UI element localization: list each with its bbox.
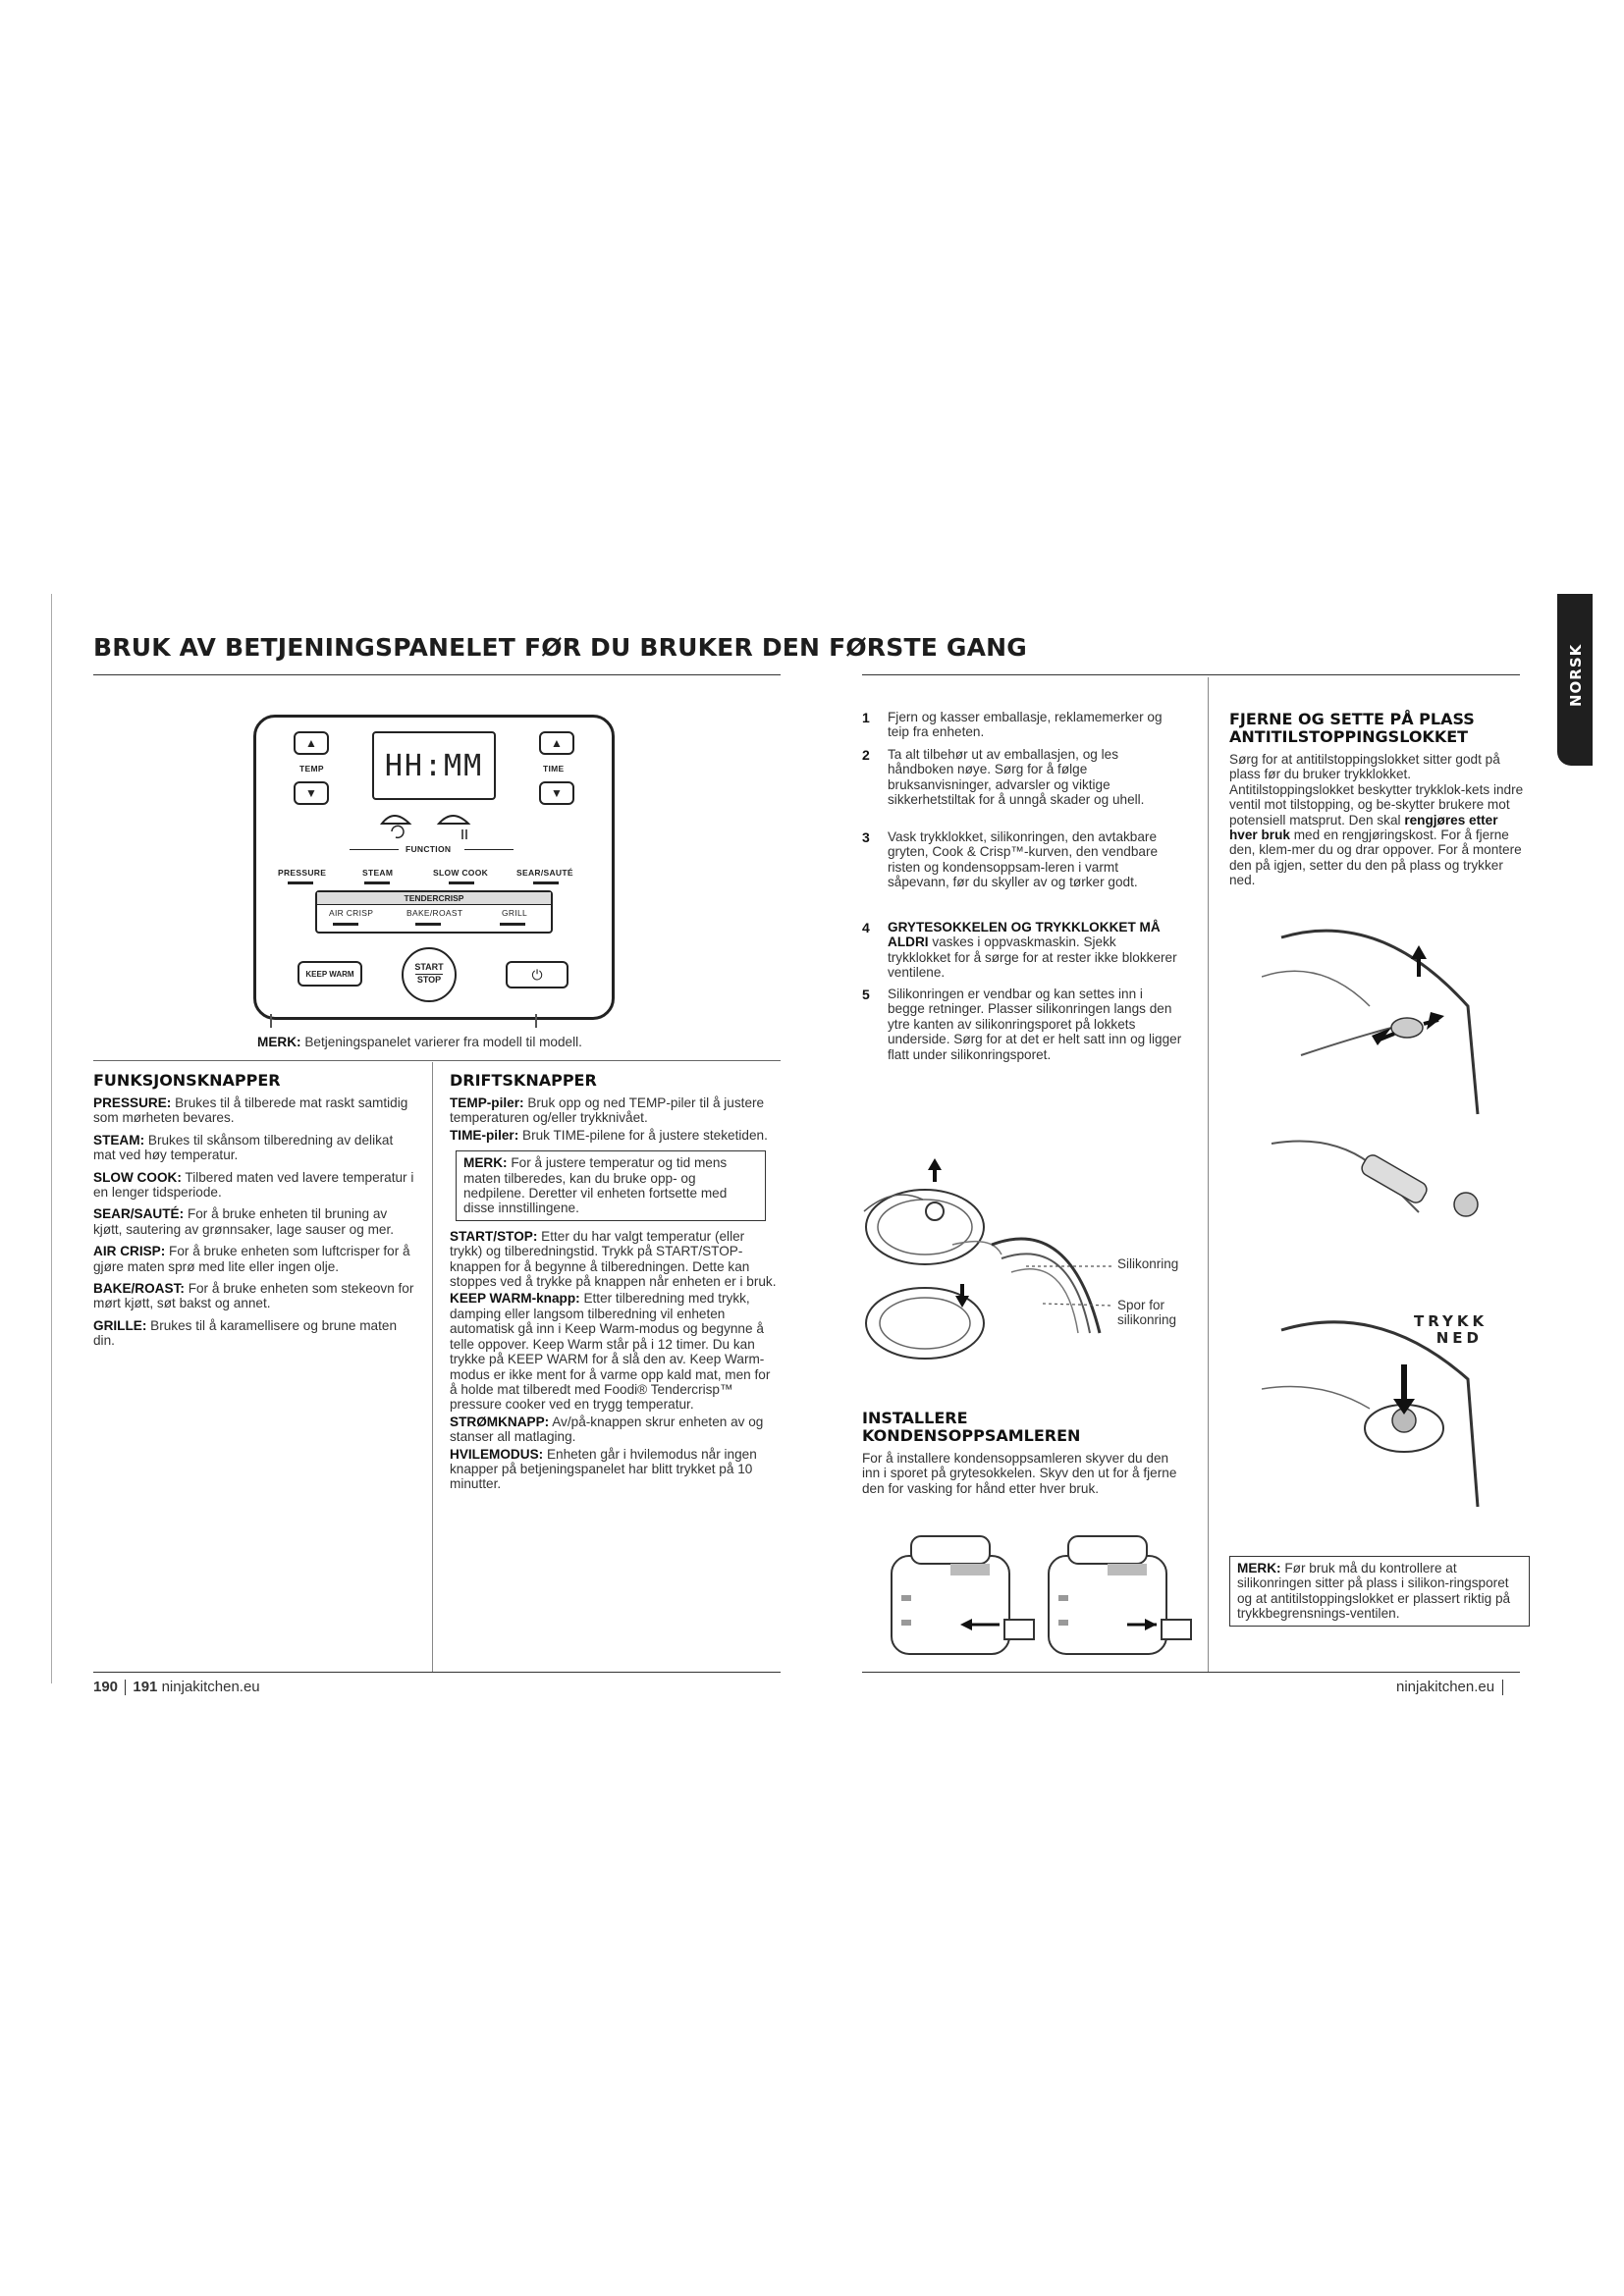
function-bake-roast: BAKE/ROAST [406,908,463,918]
control-panel [253,715,615,1020]
language-tab [1557,594,1593,766]
footer-right [1396,1679,1503,1695]
page-title: BRUK AV BETJENINGSPANELET FØR DU BRUKER DEN FØRSTE GANG [93,633,1028,662]
fjerne-heading: FJERNE OG SETTE PÅ PLASS ANTITILSTOPPINGSLOKKET [1229,710,1475,746]
funksjon-item-sear-saute: SEAR/SAUTÉ: For å bruke enheten til bruning av kjøtt, sautering av grønnsaker, lage sauser og mer. [93,1206,395,1237]
funksjon-heading: FUNKSJONSKNAPPER [93,1071,281,1090]
anti-clog-cap-illustrations [1262,918,1488,1526]
kondens-heading: INSTALLERE KONDENSOPPSAMLEREN [862,1409,1081,1445]
funksjon-item-pressure: PRESSURE: Brukes til å tilberede mat raskt samtidig som mørheten bevares. [93,1095,408,1126]
footer-left [93,1679,260,1695]
lid-icons [374,802,502,841]
drift-temp: TEMP-piler: Bruk opp og ned TEMP-piler til å justere temperaturen og/eller trykknivået. [450,1095,765,1126]
drift-hvile: HVILEMODUS: Enheten går i hvilemodus når ingen knapper på betjeningspanelet har blitt trykket på 10 minutter. [450,1446,757,1492]
title-rule-left [93,674,781,675]
drift-power: STRØMKNAPP: Av/på-knappen skrur enheten av og stanser all matlaging. [450,1414,764,1445]
site-left: ninjakitchen.eu [161,1679,260,1695]
left-margin-rule [51,594,52,1683]
page-number-right: 191 [133,1679,158,1695]
function-label: FUNCTION [406,844,452,854]
panel-note: MERK: Betjeningspanelet varierer fra modell til modell. [257,1035,582,1049]
title-rule-right [862,674,1520,675]
label-silikonring: Silikonring [1117,1256,1179,1271]
drift-keep-warm: KEEP WARM-knapp: Etter tilberedning med trykk, damping eller langsom tilberedning vil enheten automatisk gå inn i Keep Warm-modus og begynne å telle oppover. Keep Warm står på i 12 timer. Du kan trykke på KEEP WARM for å slå den av. Keep Warm-modus er ikke ment for å varme opp kald mat, men for å holde mat tilberedt med Foodi® Tendercrisp™ pressure cooker ved en trygg temperatur. [450,1291,771,1413]
language-tab-label: NORSK [1567,643,1585,707]
right-column-divider [1208,677,1209,1672]
function-steam: STEAM [362,868,394,878]
function-slow-cook: SLOW COOK [433,868,489,878]
keep-warm-button: KEEP WARM [298,961,362,987]
drift-heading: DRIFTSKNAPPER [450,1071,597,1090]
right-note: MERK: Før bruk må du kontrollere at silikonringen sitter på plass i silikon-ringsporet og at antitilstoppingslokket er plassert riktig på trykkbegrensnings-ventilen. [1229,1556,1530,1627]
start-stop-button: START STOP [402,947,457,1002]
funksjon-item-slow-cook: SLOW COOK: Tilbered maten ved lavere temperatur i en lenger tidsperiode. [93,1169,414,1201]
fjerne-text: Sørg for at antitilstoppingslokket sitter godt på plass før du bruker trykklokket. Antitilstoppingslokket beskytter trykklok-kets indre ventil mot tilstopping, og be-skytter brukere mot potensiell matsprut. Den skal rengjøres etter hver bruk med en rengjøringskost. For å fjerne den, klem-mer du og drar oppover. For å montere den på igjen, setter du den på plass og trykker ned. [1229,752,1524,888]
label-trykk-ned: TRYKK NED [1414,1312,1489,1347]
funksjon-item-air-crisp: AIR CRISP: For å bruke enheten som luftcrisper for å gjøre maten sprø med lite eller ingen olje. [93,1244,410,1274]
condensation-collector-illustration [862,1526,1196,1674]
temp-up-button: ▲ [294,731,329,755]
drift-note: MERK: For å justere temperatur og tid mens maten tilberedes, kan du bruke opp- og nedpilene. Deretter vil enheten fortsette med disse innstillingene. [456,1150,766,1221]
column-divider [432,1062,433,1673]
fjerne-section [1229,711,1524,888]
function-grill: GRILL [502,908,528,918]
time-down-button: ▼ [539,781,574,805]
funksjon-section [93,1072,417,1356]
kondens-section [862,1410,1186,1496]
function-pressure: PRESSURE [278,868,327,878]
tendercrisp-group [315,890,553,934]
drift-section [450,1072,779,1499]
time-display: HH:MM [372,731,496,800]
funksjon-item-grille: GRILLE: Brukes til å karamellisere og brune maten din. [93,1317,398,1349]
label-spor: Spor for silikonring [1117,1298,1177,1327]
page-number-left: 190 [93,1679,119,1695]
drift-time: TIME-piler: Bruk TIME-pilene for å justere steketiden. [450,1127,768,1143]
tendercrisp-label: TENDERCRISP [317,892,551,905]
temp-down-button: ▼ [294,781,329,805]
power-button: ⏻ [506,961,568,988]
funksjon-list [93,1095,417,1349]
site-right: ninjakitchen.eu [1396,1679,1495,1695]
steps-list: 1 Fjern og kasser emballasje, reklamemerker og teip fra enheten. 2 Ta alt tilbehør ut av emballasjen, og les håndboken nøye. Sørg for å følge bruksanvisninger, advarsler og viktige sikkerhetstiltak for å unngå skader og uhell. 3 Vask trykklokket, silikonringen, den avtakbare gryten, Cook & Crisp™-kurven, den vendbare risten og kondensoppsam-leren i varmt såpevann, før du skyller av og tørker godt. 4 GRYTESOKKELEN OG TRYKKLOKKET MÅ ALDRI vaskes i oppvaskmaskin. Sjekk trykklokket for å sørge for at rester ikke blokkerer ventilene. 5 Silikonringen er vendbar og kan settes inn i begge retninger. Plasser silikonringen langs den ytre kanten av silikonringsporet på lokkets underside. Sørg for at det er helt satt inn og ligger flatt under silikonringsporet. [862,710,1182,1062]
time-up-button: ▲ [539,731,574,755]
function-sear-saute: SEAR/SAUTÉ [516,868,573,878]
function-air-crisp: AIR CRISP [329,908,374,918]
funksjon-item-bake-roast: BAKE/ROAST: For å bruke enheten som stekeovn for mørt kjøtt, søt bakst og annet. [93,1281,414,1311]
time-label: TIME [543,764,565,774]
kondens-text: For å installere kondensoppsamleren skyver du den inn i sporet på grytesokkelen. Skyv den ut for å fjerne den for vasking for hånd etter hver bruk. [862,1451,1177,1496]
drift-start-stop: START/STOP: Etter du har valgt temperatur (eller trykk) og tilberedningstid. Trykk på START/STOP-knappen for å begynne å tilberedningen. Dette kan stoppes ved å trykke på knappen når enheten er i bruk. [450,1228,777,1290]
funksjon-item-steam: STEAM: Brukes til skånsom tilberedning av delikat mat ved høy temperatur. [93,1132,394,1163]
temp-label: TEMP [299,764,324,774]
